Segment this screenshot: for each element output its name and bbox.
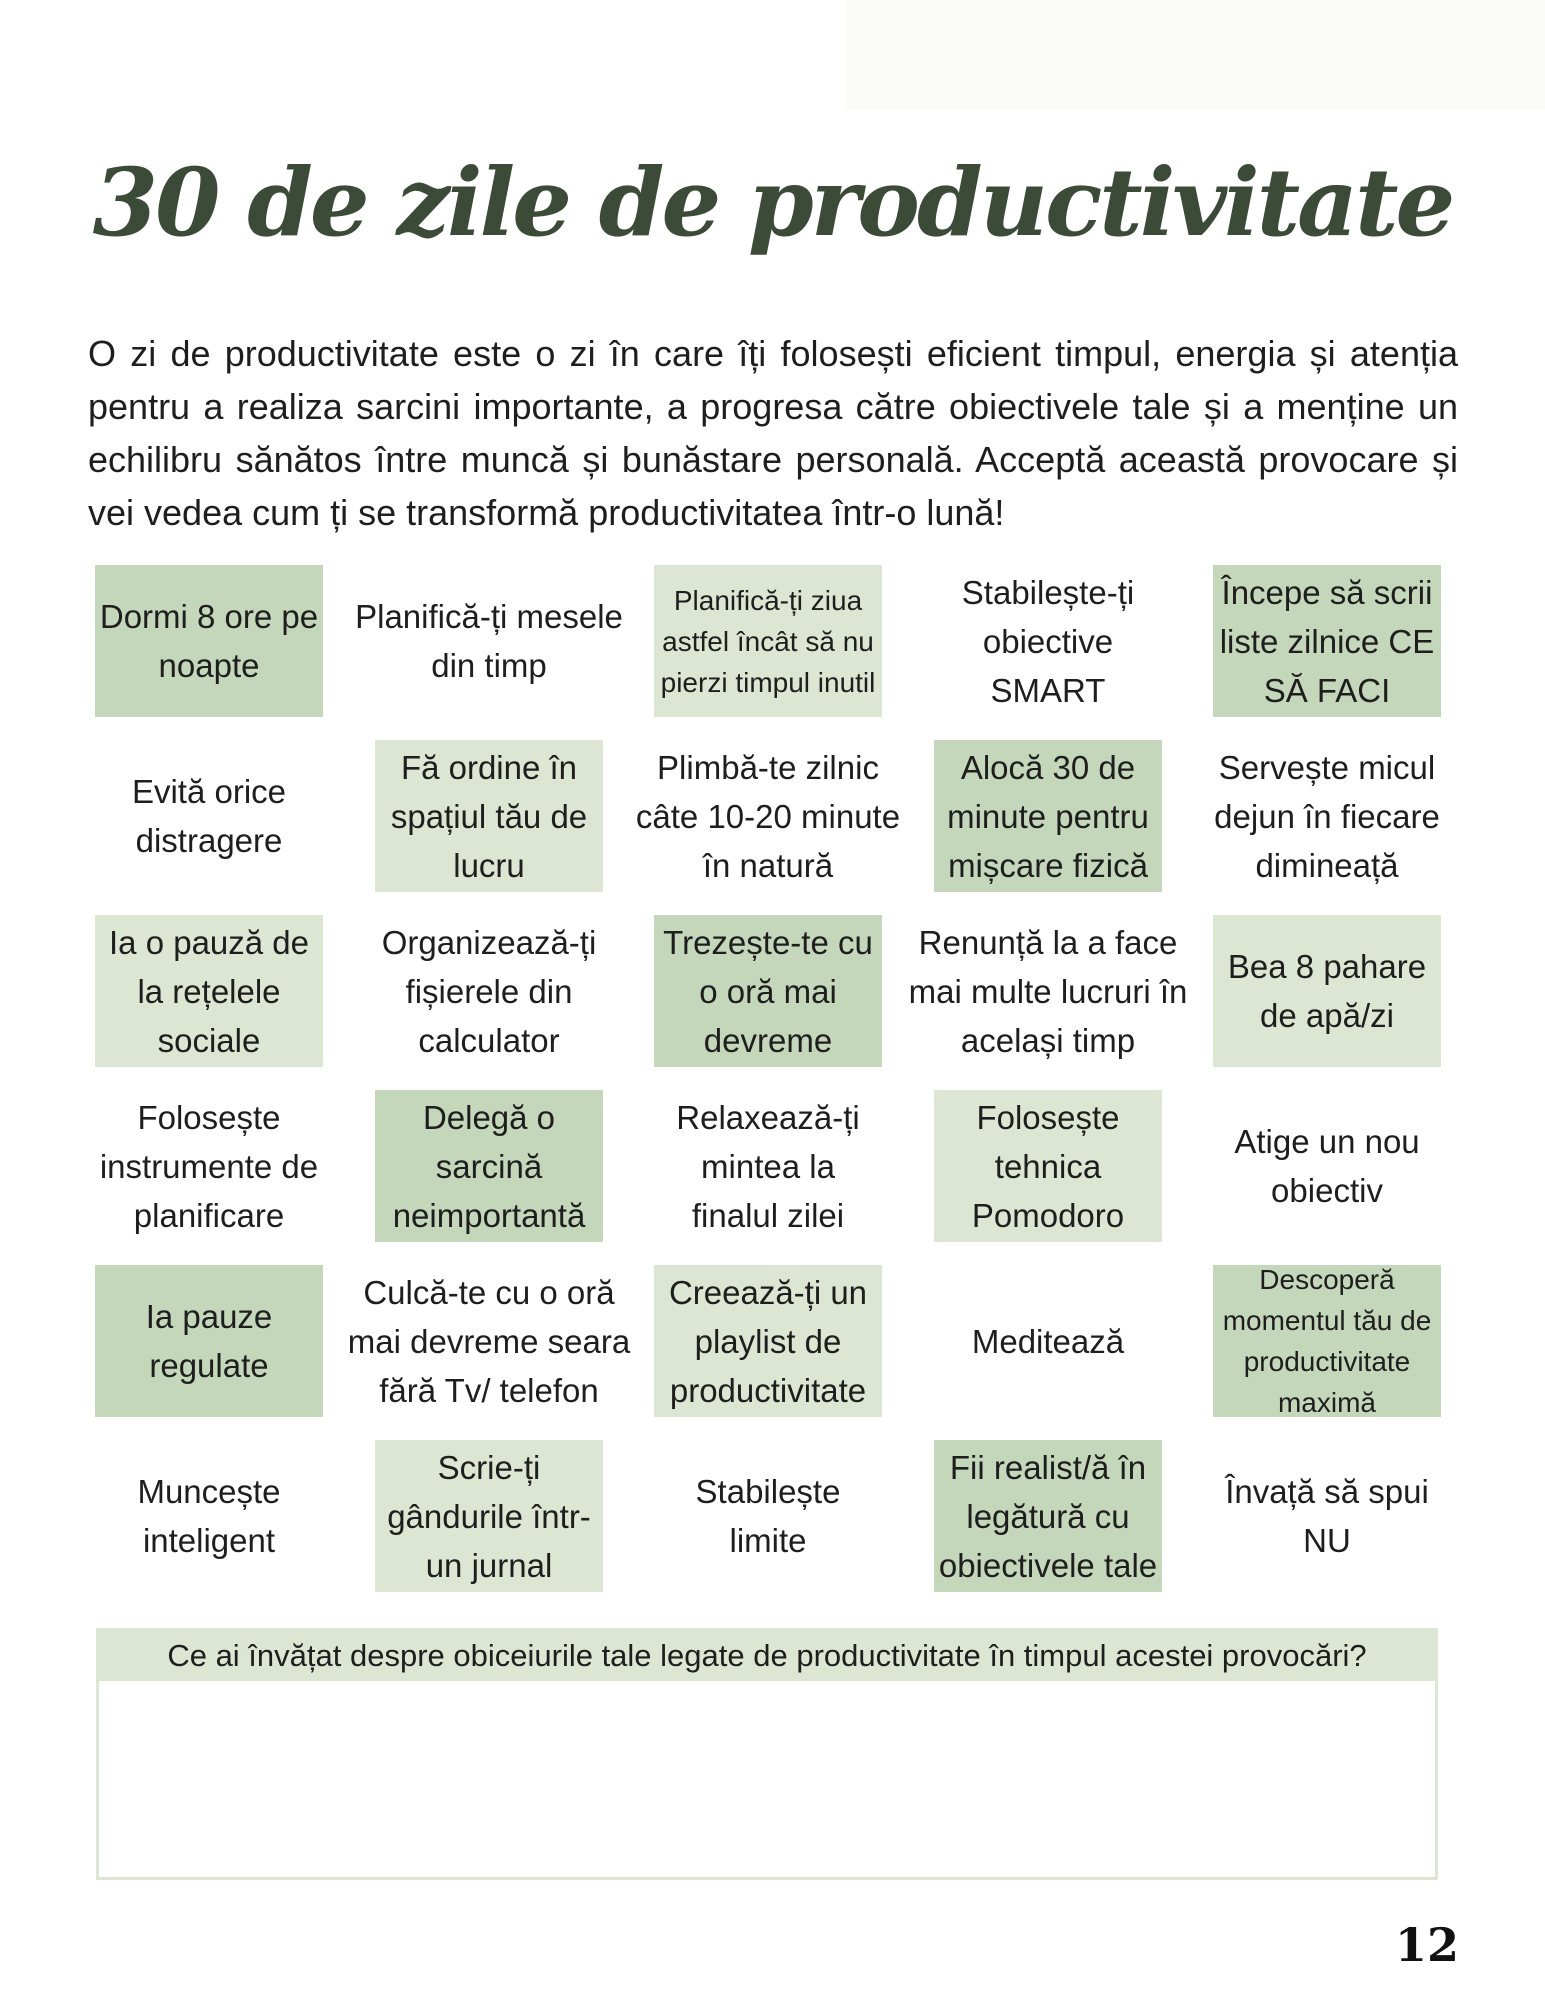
challenge-cell: Servește micul dejun în fiecare dimineață: [1214, 748, 1440, 884]
intro-paragraph: O zi de productivitate este o zi în care îți folosești eficient timpul, energia și atenția pentru a realiza sarcini importante, a progresa către obiectivele tale și a menține un echilibru sănătos între muncă și bunăstare personală. Acceptă această provocare și vei vedea cum ți se transformă productivitatea într-o lună!: [88, 333, 1458, 533]
challenge-cell: Planifică-ți ziua astfel încât să nu pierzi timpul inutil: [654, 565, 882, 717]
challenge-cell: Trezește-te cu o oră mai devreme: [654, 915, 882, 1067]
challenge-cell: Dormi 8 ore pe noapte: [95, 565, 323, 717]
challenge-cell: Învață să spui NU: [1225, 1473, 1429, 1559]
challenge-cell: Fă ordine în spațiul tău de lucru: [375, 740, 603, 892]
challenge-cell: Stabilește limite: [695, 1473, 841, 1559]
reflection-answer-area[interactable]: [99, 1681, 1435, 1877]
challenge-cell: Fii realist/ă în legătură cu obiectivele tale: [934, 1440, 1162, 1592]
challenge-cell: Renunță la a face mai multe lucruri în același timp: [908, 923, 1188, 1059]
challenge-cell: Ia pauze regulate: [95, 1265, 323, 1417]
page-title: 30 de zile de productivitate: [92, 148, 1453, 258]
challenge-cell: Muncește inteligent: [137, 1473, 281, 1559]
challenge-cell: Scrie-ți gândurile într-un jurnal: [375, 1440, 603, 1592]
challenge-cell: Descoperă momentul tău de productivitate maximă: [1213, 1265, 1441, 1417]
page-number: 12: [1394, 1918, 1459, 1972]
challenge-cell: Folosește tehnica Pomodoro: [934, 1090, 1162, 1242]
challenge-cell: Folosește instrumente de planificare: [99, 1098, 319, 1234]
challenge-cell: Evită orice distragere: [131, 773, 287, 859]
challenge-cell: Creează-ți un playlist de productivitate: [654, 1265, 882, 1417]
challenge-cell: Relaxează-ți mintea la finalul zilei: [676, 1098, 860, 1234]
reflection-question: Ce ai învățat despre obiceiurile tale legate de productivitate în timpul acestei provocări?: [99, 1631, 1435, 1681]
challenge-cell: Ia o pauză de la rețelele sociale: [95, 915, 323, 1067]
challenge-cell: Culcă-te cu o oră mai devreme seara fără Tv/ telefon: [347, 1273, 631, 1409]
challenge-cell: Organizează-ți fișierele din calculator: [381, 923, 597, 1059]
reflection-box: [96, 1628, 1438, 1880]
challenge-cell: Bea 8 pahare de apă/zi: [1213, 915, 1441, 1067]
challenge-cell: Atige un nou obiectiv: [1234, 1123, 1420, 1209]
challenge-cell: Alocă 30 de minute pentru mișcare fizică: [934, 740, 1162, 892]
challenge-cell: Delegă o sarcină neimportantă: [375, 1090, 603, 1242]
challenge-cell: Stabilește-ți obiective SMART: [961, 573, 1135, 709]
challenge-cell: Planifică-ți mesele din timp: [355, 598, 623, 684]
challenge-cell: Plimbă-te zilnic câte 10-20 minute în natură: [635, 748, 901, 884]
challenge-cell: Începe să scrii liste zilnice CE SĂ FACI: [1213, 565, 1441, 717]
challenge-cell: Meditează: [971, 1322, 1125, 1360]
